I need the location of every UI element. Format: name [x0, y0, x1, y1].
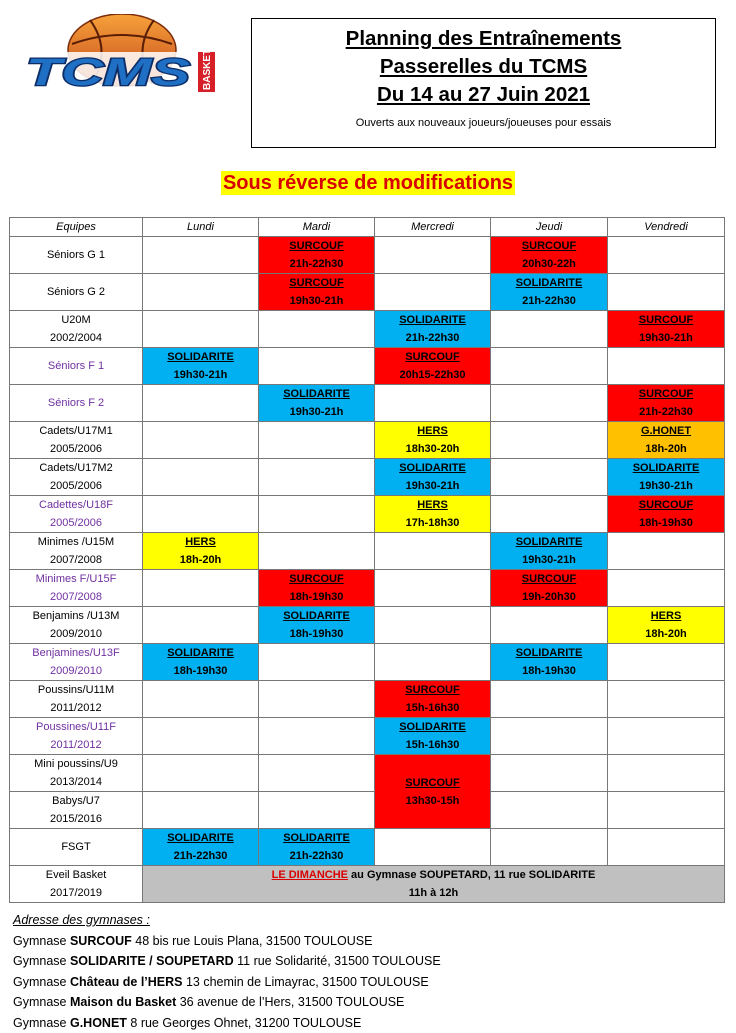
- team-name-cell: [10, 237, 143, 274]
- session-cell: [375, 459, 491, 496]
- session-cell: [259, 274, 375, 311]
- table-row: [10, 496, 725, 533]
- session-time: 19h30-21h: [259, 403, 374, 421]
- session-time: 21h-22h30: [375, 329, 490, 347]
- gym-name: SOLIDARITE: [259, 385, 374, 403]
- session-time: 19h30-21h: [608, 329, 724, 347]
- session-cell: [375, 718, 491, 755]
- team-name-cell: [10, 718, 143, 755]
- team-birth-years: 2002/2004: [10, 329, 142, 347]
- gym-addresses: [13, 910, 441, 1033]
- gym-name: SOLIDARITE: [608, 459, 724, 477]
- gym-name: SURCOUF: [375, 348, 490, 366]
- col-header-teams: Equipes: [10, 218, 143, 237]
- address-item: [13, 972, 441, 993]
- team-name-cell: [10, 792, 143, 829]
- session-time: 15h-16h30: [375, 699, 490, 717]
- team-name: Séniors F 1: [10, 357, 142, 375]
- empty-cell: [491, 385, 608, 422]
- session-cell: [375, 755, 491, 829]
- team-name-cell: [10, 533, 143, 570]
- empty-cell: [259, 644, 375, 681]
- session-cell: [375, 348, 491, 385]
- gym-name: SOLIDARITE: [491, 533, 607, 551]
- table-row: [10, 385, 725, 422]
- session-cell: [375, 681, 491, 718]
- team-name: Minimes /U15M: [10, 533, 142, 551]
- team-name-cell: [10, 681, 143, 718]
- session-cell: [375, 311, 491, 348]
- logo-text: TCMS: [26, 52, 190, 94]
- gym-name: SOLIDARITE: [143, 348, 258, 366]
- session-cell: [143, 829, 259, 866]
- empty-cell: [491, 422, 608, 459]
- session-time: 18h-20h: [143, 551, 258, 569]
- disclaimer-banner: [0, 172, 736, 195]
- eveil-day: LE DIMANCHE: [272, 869, 348, 881]
- empty-cell: [608, 755, 725, 792]
- disclaimer-text: Sous réverse de modifications: [221, 171, 515, 195]
- team-name: Poussines/U11F: [10, 718, 142, 736]
- tcms-basket-logo: [20, 14, 218, 102]
- team-name-cell: [10, 829, 143, 866]
- team-name-cell: [10, 866, 143, 903]
- empty-cell: [143, 385, 259, 422]
- empty-cell: [375, 644, 491, 681]
- eveil-session-cell: [143, 866, 725, 903]
- gym-name: SOLIDARITE: [143, 644, 258, 662]
- session-time: 21h-22h30: [259, 847, 374, 865]
- session-time: 18h-20h: [608, 440, 724, 458]
- gym-name: SURCOUF: [491, 237, 607, 255]
- session-cell: [259, 237, 375, 274]
- empty-cell: [491, 607, 608, 644]
- team-name-cell: [10, 422, 143, 459]
- empty-cell: [375, 237, 491, 274]
- table-row: [10, 570, 725, 607]
- session-time: 19h30-21h: [143, 366, 258, 384]
- empty-cell: [143, 496, 259, 533]
- logo-side-text: BASKET: [202, 49, 213, 90]
- table-row: [10, 348, 725, 385]
- gym-name: SURCOUF: [608, 311, 724, 329]
- address-street: 13 chemin de Limayrac, 31500 TOULOUSE: [183, 975, 429, 989]
- empty-cell: [259, 718, 375, 755]
- team-birth-years: 2013/2014: [10, 773, 142, 791]
- address-street: 11 rue Solidarité, 31500 TOULOUSE: [234, 954, 441, 968]
- table-row: [10, 422, 725, 459]
- session-cell: [608, 311, 725, 348]
- session-time: 18h-19h30: [259, 625, 374, 643]
- address-prefix: Gymnase: [13, 954, 70, 968]
- address-item: [13, 1013, 441, 1033]
- session-cell: [608, 607, 725, 644]
- team-name: Cadets/U17M2: [10, 459, 142, 477]
- team-birth-years: 2015/2016: [10, 810, 142, 828]
- session-cell: [143, 533, 259, 570]
- gym-name: HERS: [608, 607, 724, 625]
- schedule-table: [9, 217, 725, 903]
- address-item: [13, 992, 441, 1013]
- gym-name: SURCOUF: [259, 570, 374, 588]
- table-row: [10, 459, 725, 496]
- session-cell: [375, 422, 491, 459]
- empty-cell: [608, 533, 725, 570]
- empty-cell: [143, 607, 259, 644]
- empty-cell: [143, 311, 259, 348]
- session-cell: [491, 237, 608, 274]
- session-cell: [491, 533, 608, 570]
- address-street: 36 avenue de l’Hers, 31500 TOULOUSE: [176, 995, 404, 1009]
- team-name-cell: [10, 755, 143, 792]
- team-name: Mini poussins/U9: [10, 755, 142, 773]
- empty-cell: [608, 274, 725, 311]
- session-cell: [608, 459, 725, 496]
- gym-name: SURCOUF: [375, 681, 490, 699]
- team-name: Benjamines/U13F: [10, 644, 142, 662]
- address-gym-name: SOLIDARITE / SOUPETARD: [70, 954, 234, 968]
- team-name-cell: [10, 496, 143, 533]
- session-time: 18h-19h30: [491, 662, 607, 680]
- table-row-eveil: [10, 866, 725, 903]
- team-name: Séniors G 2: [10, 283, 142, 301]
- address-prefix: Gymnase: [13, 934, 70, 948]
- empty-cell: [375, 607, 491, 644]
- empty-cell: [143, 792, 259, 829]
- session-time: 19h-20h30: [491, 588, 607, 606]
- table-row: [10, 237, 725, 274]
- session-time: 18h-19h30: [259, 588, 374, 606]
- session-cell: [608, 385, 725, 422]
- team-name-cell: [10, 385, 143, 422]
- gym-name: SURCOUF: [259, 274, 374, 292]
- team-name-cell: [10, 459, 143, 496]
- team-name: Cadettes/U18F: [10, 496, 142, 514]
- table-row: [10, 792, 725, 829]
- session-time: 13h30-15h: [375, 792, 490, 810]
- empty-cell: [143, 274, 259, 311]
- team-name: FSGT: [10, 838, 142, 856]
- session-time: 20h15-22h30: [375, 366, 490, 384]
- session-cell: [608, 422, 725, 459]
- team-name: Cadets/U17M1: [10, 422, 142, 440]
- session-time: 18h30-20h: [375, 440, 490, 458]
- empty-cell: [375, 385, 491, 422]
- empty-cell: [491, 348, 608, 385]
- team-name-cell: [10, 607, 143, 644]
- empty-cell: [491, 681, 608, 718]
- session-time: 18h-20h: [608, 625, 724, 643]
- session-cell: [143, 644, 259, 681]
- session-cell: [259, 829, 375, 866]
- session-time: 21h-22h30: [491, 292, 607, 310]
- gym-name: SURCOUF: [375, 774, 490, 792]
- empty-cell: [143, 681, 259, 718]
- col-header-lundi: Lundi: [143, 218, 259, 237]
- empty-cell: [608, 570, 725, 607]
- team-birth-years: 2005/2006: [10, 440, 142, 458]
- eveil-place: au Gymnase SOUPETARD, 11 rue SOLIDARITE: [348, 869, 595, 881]
- team-name-cell: [10, 644, 143, 681]
- team-birth-years: 2009/2010: [10, 625, 142, 643]
- empty-cell: [375, 274, 491, 311]
- address-prefix: Gymnase: [13, 995, 70, 1009]
- table-row: [10, 681, 725, 718]
- gym-name: SOLIDARITE: [491, 644, 607, 662]
- address-prefix: Gymnase: [13, 1016, 70, 1030]
- address-item: [13, 951, 441, 972]
- empty-cell: [375, 829, 491, 866]
- col-header-mercredi: Mercredi: [375, 218, 491, 237]
- team-name-cell: [10, 348, 143, 385]
- empty-cell: [491, 755, 608, 792]
- empty-cell: [608, 237, 725, 274]
- session-time: 15h-16h30: [375, 736, 490, 754]
- team-birth-years: 2007/2008: [10, 551, 142, 569]
- session-cell: [259, 607, 375, 644]
- address-street: 48 bis rue Louis Plana, 31500 TOULOUSE: [132, 934, 373, 948]
- title-line-1: Planning des Entraînements: [252, 25, 715, 53]
- title-box: [251, 18, 716, 148]
- empty-cell: [608, 644, 725, 681]
- session-time: 19h30-21h: [608, 477, 724, 495]
- team-name: Séniors F 2: [10, 394, 142, 412]
- gym-name: SURCOUF: [608, 385, 724, 403]
- gym-name: SURCOUF: [491, 570, 607, 588]
- table-row: [10, 755, 725, 792]
- session-time: 19h30-21h: [259, 292, 374, 310]
- address-prefix: Gymnase: [13, 975, 70, 989]
- session-time: 21h-22h30: [608, 403, 724, 421]
- empty-cell: [259, 311, 375, 348]
- empty-cell: [259, 496, 375, 533]
- address-gym-name: Maison du Basket: [70, 995, 176, 1009]
- team-birth-years: 2005/2006: [10, 477, 142, 495]
- empty-cell: [608, 681, 725, 718]
- session-time: 21h-22h30: [259, 255, 374, 273]
- empty-cell: [491, 792, 608, 829]
- empty-cell: [259, 459, 375, 496]
- table-row: [10, 274, 725, 311]
- table-row: [10, 607, 725, 644]
- table-row: [10, 718, 725, 755]
- address-item: [13, 931, 441, 952]
- session-cell: [491, 274, 608, 311]
- session-cell: [491, 644, 608, 681]
- empty-cell: [491, 311, 608, 348]
- session-time: 19h30-21h: [491, 551, 607, 569]
- address-street: 8 rue Georges Ohnet, 31200 TOULOUSE: [127, 1016, 361, 1030]
- empty-cell: [491, 829, 608, 866]
- team-name-cell: [10, 570, 143, 607]
- empty-cell: [608, 792, 725, 829]
- gym-name: SOLIDARITE: [375, 459, 490, 477]
- empty-cell: [259, 533, 375, 570]
- table-header-row: [10, 218, 725, 237]
- empty-cell: [143, 755, 259, 792]
- session-time: 20h30-22h: [491, 255, 607, 273]
- empty-cell: [143, 422, 259, 459]
- session-time: 19h30-21h: [375, 477, 490, 495]
- col-header-vendredi: Vendredi: [608, 218, 725, 237]
- empty-cell: [143, 718, 259, 755]
- empty-cell: [375, 533, 491, 570]
- empty-cell: [491, 459, 608, 496]
- gym-name: HERS: [375, 422, 490, 440]
- address-gym-name: SURCOUF: [70, 934, 132, 948]
- session-time: 18h-19h30: [143, 662, 258, 680]
- team-birth-years: 2009/2010: [10, 662, 142, 680]
- session-time: 18h-19h30: [608, 514, 724, 532]
- team-name: Eveil Basket: [10, 866, 142, 884]
- table-row: [10, 829, 725, 866]
- table-row: [10, 311, 725, 348]
- empty-cell: [259, 422, 375, 459]
- team-name: Babys/U7: [10, 792, 142, 810]
- empty-cell: [259, 681, 375, 718]
- empty-cell: [259, 792, 375, 829]
- empty-cell: [143, 570, 259, 607]
- empty-cell: [259, 755, 375, 792]
- session-time: 17h-18h30: [375, 514, 490, 532]
- gym-name: SOLIDARITE: [143, 829, 258, 847]
- session-cell: [143, 348, 259, 385]
- address-list: [13, 931, 441, 1033]
- session-cell: [491, 570, 608, 607]
- gym-name: SOLIDARITE: [259, 607, 374, 625]
- team-birth-years: 2005/2006: [10, 514, 142, 532]
- col-header-jeudi: Jeudi: [491, 218, 608, 237]
- gym-name: SURCOUF: [259, 237, 374, 255]
- session-cell: [259, 570, 375, 607]
- session-cell: [608, 496, 725, 533]
- eveil-line-1: [143, 866, 724, 884]
- empty-cell: [608, 348, 725, 385]
- team-name: Poussins/U11M: [10, 681, 142, 699]
- team-name: U20M: [10, 311, 142, 329]
- title-line-2: Passerelles du TCMS: [252, 53, 715, 81]
- table-row: [10, 644, 725, 681]
- empty-cell: [259, 348, 375, 385]
- gym-name: SURCOUF: [608, 496, 724, 514]
- team-birth-years: 2011/2012: [10, 699, 142, 717]
- empty-cell: [375, 570, 491, 607]
- empty-cell: [608, 829, 725, 866]
- gym-name: HERS: [143, 533, 258, 551]
- table-row: [10, 533, 725, 570]
- empty-cell: [491, 718, 608, 755]
- empty-cell: [491, 496, 608, 533]
- address-gym-name: G.HONET: [70, 1016, 127, 1030]
- team-birth-years: 2007/2008: [10, 588, 142, 606]
- gym-name: HERS: [375, 496, 490, 514]
- eveil-time: 11h à 12h: [143, 884, 724, 902]
- empty-cell: [608, 718, 725, 755]
- team-name: Benjamins /U13M: [10, 607, 142, 625]
- empty-cell: [143, 459, 259, 496]
- address-gym-name: Château de l’HERS: [70, 975, 183, 989]
- gym-name: SOLIDARITE: [375, 311, 490, 329]
- gym-name: SOLIDARITE: [491, 274, 607, 292]
- team-name: Minimes F/U15F: [10, 570, 142, 588]
- addresses-heading: Adresse des gymnases :: [13, 910, 441, 931]
- session-cell: [375, 496, 491, 533]
- col-header-mardi: Mardi: [259, 218, 375, 237]
- team-birth-years: 2017/2019: [10, 884, 142, 902]
- team-name-cell: [10, 274, 143, 311]
- gym-name: G.HONET: [608, 422, 724, 440]
- team-name: Séniors G 1: [10, 246, 142, 264]
- gym-name: SOLIDARITE: [375, 718, 490, 736]
- session-cell: [259, 385, 375, 422]
- team-birth-years: 2011/2012: [10, 736, 142, 754]
- title-subtitle: Ouverts aux nouveaux joueurs/joueuses pour essais: [252, 117, 715, 129]
- empty-cell: [143, 237, 259, 274]
- gym-name: SOLIDARITE: [259, 829, 374, 847]
- session-time: 21h-22h30: [143, 847, 258, 865]
- team-name-cell: [10, 311, 143, 348]
- title-line-3: Du 14 au 27 Juin 2021: [252, 81, 715, 109]
